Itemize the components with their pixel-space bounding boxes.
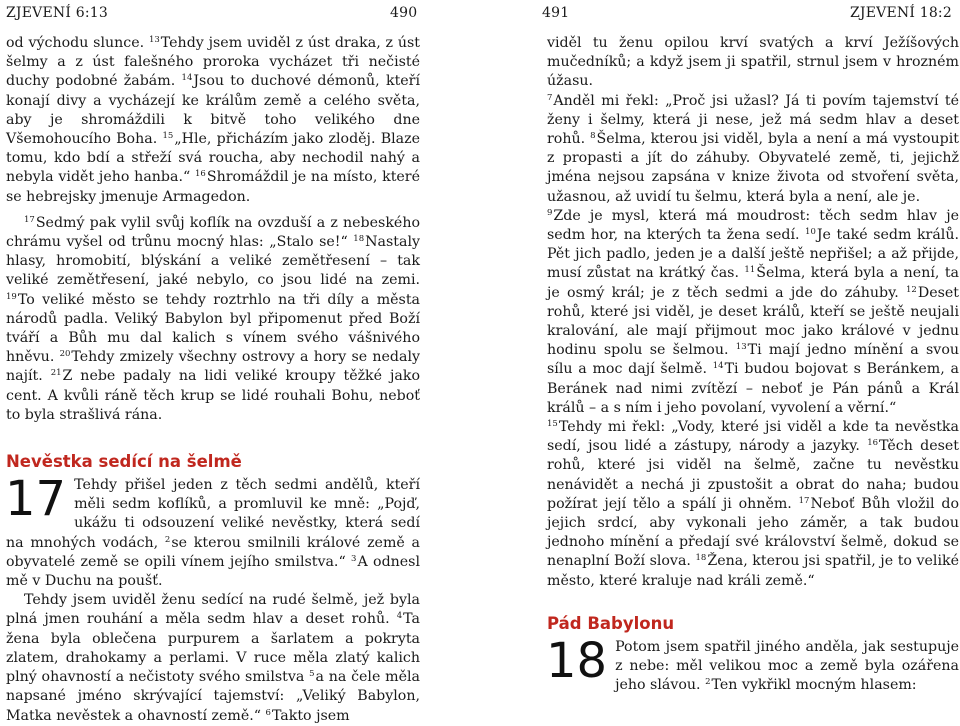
left-page [0, 0, 480, 724]
verse-number: 20 [59, 349, 71, 360]
verse-number: 13 [148, 35, 160, 45]
verse-number: 19 [6, 291, 17, 302]
verse-number: 16 [867, 438, 879, 449]
verse-text: Tehdy mi řekl: „Vody, které jsi viděl a kde ta nevěstka sedí, jsou lidé a zástupy, národy a jazyky. [547, 419, 959, 455]
section-heading: Nevěstka sedící na šelmě [6, 452, 242, 472]
verse-number: 18 [353, 234, 365, 245]
verse-number: 13 [735, 342, 747, 353]
paragraph [547, 92, 959, 207]
verse-text: Tehdy zmizely všechny ostrovy a hory se nedaly najít. [6, 349, 420, 385]
verse-text: Anděl mi řekl: „Proč jsi užasl? Já ti povím tajemství té ženy i šelmy, která ji nese, jež má sedm hlav a deset rohů. [547, 92, 959, 148]
verse-number: 7 [547, 92, 553, 103]
paragraph [547, 34, 959, 92]
text-column [547, 34, 959, 696]
verse-text: Deset rohů, které jsi viděl, je deset králů, kteří se ještě neujali kralování, ale mají přijmout moc jako králové v jednu hodinu spolu se šelmou. [547, 284, 959, 359]
page-number: 490 [390, 5, 418, 21]
verse-number: 21 [50, 368, 62, 379]
running-header-reference: ZJEVENÍ 18:2 [850, 5, 952, 21]
verse-text: Tehdy přišel jeden z těch sedmi andělů, kteří měli sedm koflíků, a promluvil ke mně: „Pojď, ukážu ti odsouzení veliké nevěstky, která sedí na mnohých vodách, [6, 477, 420, 551]
verse-number: 6 [265, 707, 271, 718]
verse-text: Jsou to duchové démonů, kteří konají divy a vycházejí ke králům země a celého světa, aby je shromáždili k bitvě toho velikého dne Všemohoucího Boha. [6, 73, 420, 148]
verse-number: 2 [705, 677, 711, 688]
paragraph [6, 591, 420, 725]
section-heading: Pád Babylonu [547, 613, 675, 633]
verse-text: Ta žena byla oblečena purpurem a šarlatem a pokryta zlatem, drahokamy a perlami. V ruce měla zlatý kalich plný ohavností a nečistoty svého smilstva [6, 611, 420, 686]
paragraph [6, 34, 420, 207]
verse-text: Takto jsem [271, 707, 350, 724]
right-page [480, 0, 960, 700]
verse-text: Potom jsem spatřil jiného anděla, jak sestupuje z nebe: měl velikou moc a země byla ozářena jeho slávou. [615, 638, 959, 694]
chapter-number: 18 [546, 632, 608, 689]
verse-number: 9 [547, 207, 553, 218]
verse-text: Z nebe padaly na lidi veliké kroupy těžké jako cent. A kvůli ráně těch krup se lidé rouhali Bohu, neboť to byla strašlivá rána. [6, 368, 420, 423]
verse-text: Ten vykřikl mocným hlasem: [711, 677, 917, 694]
page-number: 491 [542, 5, 570, 21]
verse-text: Šelma, kterou jsi viděl, byla a není a má vystoupit z propasti a jít do záhuby. Obyvatelé země, ti, jejichž jména nejsou zapsána v knize života od stvoření světa, užasnou, až uvidí tu šelmu, která byla a není, ale je. [547, 131, 959, 205]
verse-text: Nastaly hlasy, hromobití, blýskání a veliké zemětřesení – tak veliké zemětřesení, jaké nebylo, co jsou lidé na zemi. [6, 234, 420, 289]
verse-number: 15 [162, 131, 174, 142]
verse-number: 2 [164, 534, 171, 545]
verse-text: Tehdy jsem uviděl ženu sedící na rudé šelmě, jež byla plná jmen rouhání a měla sedm hlav a deset rohů. [6, 592, 420, 628]
chapter-opening-paragraph [5, 471, 421, 591]
paragraph [6, 214, 420, 425]
verse-text: Ti budou bojovat s Beránkem, a Beránek nad nimi zvítězí – neboť je Pán pánů a Král králů – a s ním i jeho povolaní, vyvolení a věrní.“ [547, 361, 959, 416]
verse-text: Sedmý pak vylil svůj koflík na ovzduší a z nebeského chrámu vyšel od trůnu mocný hlas: „Stalo se!“ [6, 214, 420, 251]
verse-text: To veliké město se tehdy roztrhlo na tři díly a města národů padla. Veliký Babylon byl připomenut před Boží tváří a Bůh mu dal kalich s vínem svého vášnivého hněvu. [6, 291, 420, 366]
verse-number: 14 [712, 361, 724, 372]
verse-number: 18 [695, 553, 707, 564]
verse-number: 5 [309, 669, 315, 680]
verse-number: 17 [798, 495, 810, 506]
verse-text: Šelma, která byla a není, ta je osmý král; je z těch sedmi a jde do záhuby. [547, 265, 959, 301]
verse-text: Neboť Bůh vložil do jejich srdcí, aby vykonali jeho záměr, a tak budou jednoho mínění a předají své království šelmě, dokud se nenaplní Boží slova. [547, 495, 959, 570]
verse-number: 15 [547, 419, 558, 430]
verse-number: 17 [24, 214, 35, 225]
verse-text: A odnesl mě v Duchu na poušť. [6, 553, 420, 590]
verse-text: Tehdy jsem uviděl z úst draka, z úst šelmy a z úst falešného proroka vycházet tři nečisté duchy podobné žabám. [6, 35, 420, 90]
verse-number: 14 [181, 73, 193, 84]
verse-text: viděl tu ženu opilou krví svatých a krví Ježíšových mučedníků; a když jsem ji spatřil, strnul jsem v hrozném úžasu. [547, 35, 959, 90]
verse-number: 16 [195, 169, 206, 180]
verse-text: Těch deset rohů, které jsi viděl na šelmě, začne tu nevěstku nenávidět a nechá ji zpustošit a obrat do naha; budou požírat její tělo a spálí ji ohněm. [547, 438, 959, 512]
verse-text: Shromáždil je na místo, které se hebrejsky jmenuje Armagedon. [6, 169, 420, 205]
verse-text: Ti mají jedno mínění a svou sílu a moc dají šelmě. [547, 342, 959, 378]
paragraph [547, 418, 959, 591]
chapter-opening-paragraph [546, 632, 959, 696]
verse-text: „Hle, přicházím jako zloděj. Blaze tomu, kdo bdí a střeží svá roucha, aby nechodil nahý a nebyla vidět jeho hanba.“ [6, 131, 420, 186]
verse-text: Je také sedm králů. Pět jich padlo, jeden je a další ještě nepřišel; a až přijde, musí zůstat na krátký čas. [547, 227, 959, 282]
chapter-number: 17 [5, 471, 67, 528]
verse-text: od východu slunce. [6, 35, 149, 51]
verse-text: a na čele měla napsané jméno skrývající tajemství: „Veliký Babylon, Matka nevěstek a ohavností země.“ [6, 669, 420, 724]
verse-number: 4 [396, 611, 403, 622]
verse-number: 3 [351, 553, 357, 564]
running-header-reference: ZJEVENÍ 6:13 [6, 5, 108, 21]
verse-text: se kterou smilnili králové země a obyvatelé země se opili vínem jejího smilstva.“ [6, 534, 421, 570]
verse-number: 10 [805, 227, 816, 238]
verse-number: 11 [744, 265, 756, 276]
text-column [6, 34, 420, 726]
verse-text: Zde je mysl, která má moudrost: těch sedm hlav je sedm hor, na kterých ta žena sedí. [547, 207, 959, 244]
paragraph [547, 207, 959, 418]
verse-text: Žena, kterou jsi spatřil, je to veliké město, které kraluje nad králi země.“ [547, 553, 959, 589]
verse-number: 8 [590, 131, 596, 142]
verse-number: 12 [906, 284, 917, 295]
